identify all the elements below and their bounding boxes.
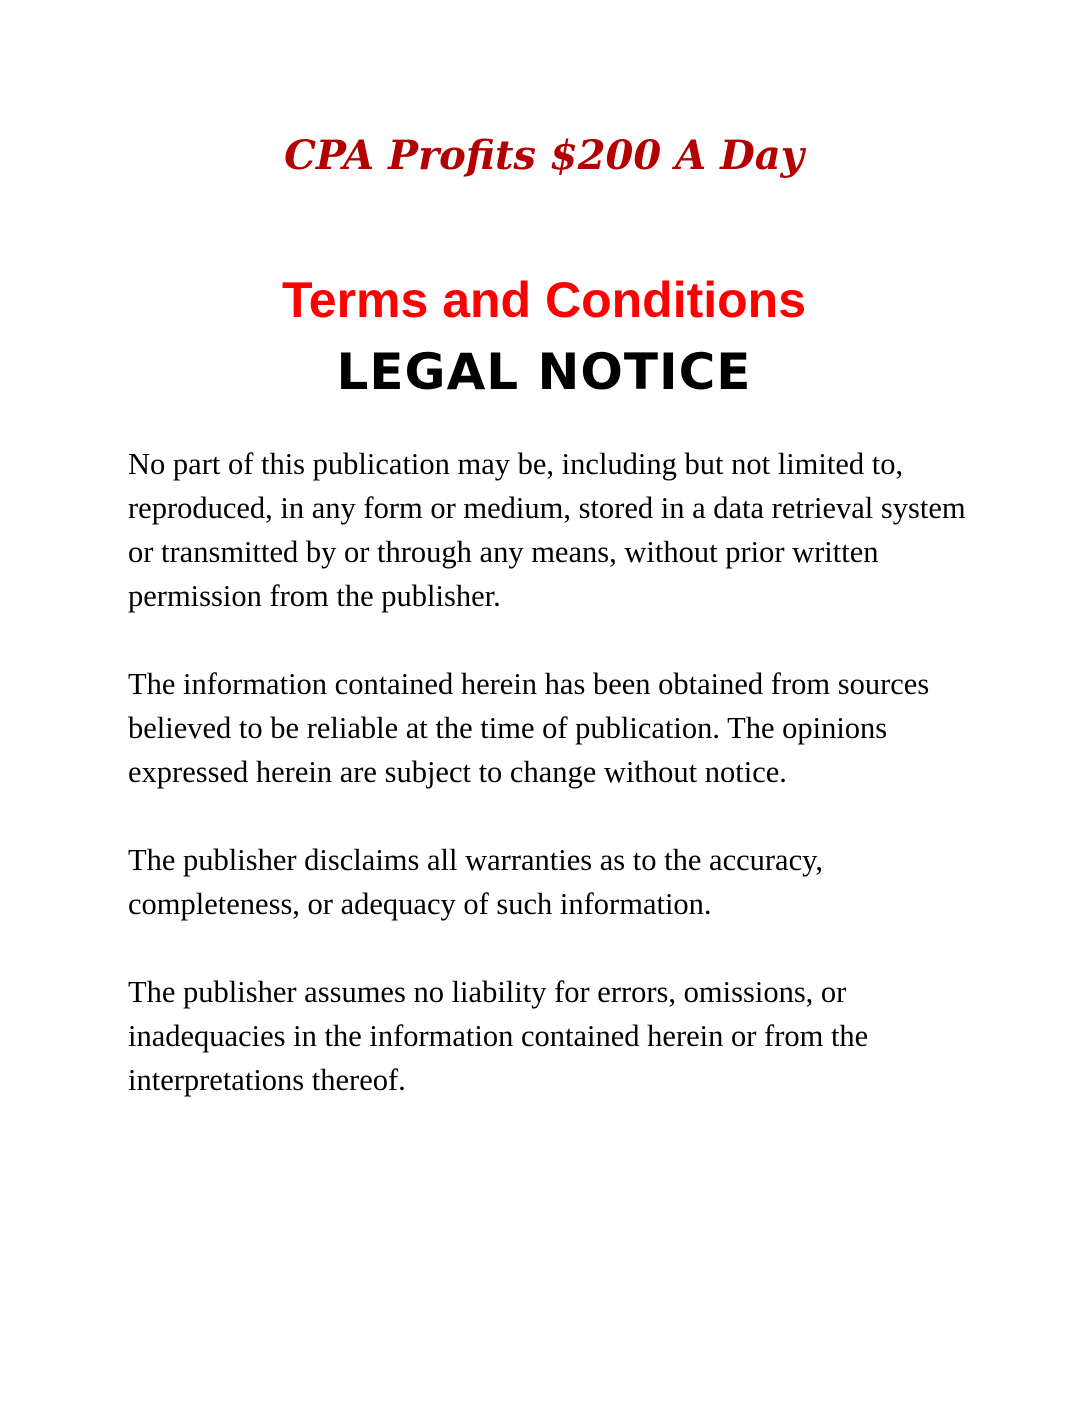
paragraph-liability: The publisher assumes no liability for errors, omissions, or inadequacies in the information contained herein or from the interpretations thereof. (128, 975, 869, 1097)
paragraph-warranties: The publisher disclaims all warranties as to the accuracy, completeness, or adequacy of such information. (128, 843, 824, 921)
paragraph-sources: The information contained herein has been obtained from sources believed to be reliable at the time of publication. The opinions expressed herein are subject to change without notice. (128, 667, 930, 789)
paragraph-copyright: No part of this publication may be, including but not limited to, reproduced, in any form or medium, stored in a data retrieval system or transmitted by or through any means, without prior written permission from the publisher. (128, 447, 966, 613)
book-title: CPA Profits $200 A Day (284, 132, 804, 179)
legal-notice-heading: LEGAL NOTICE (336, 343, 752, 401)
legal-body (128, 442, 988, 1146)
terms-heading: Terms and Conditions (281, 272, 807, 328)
